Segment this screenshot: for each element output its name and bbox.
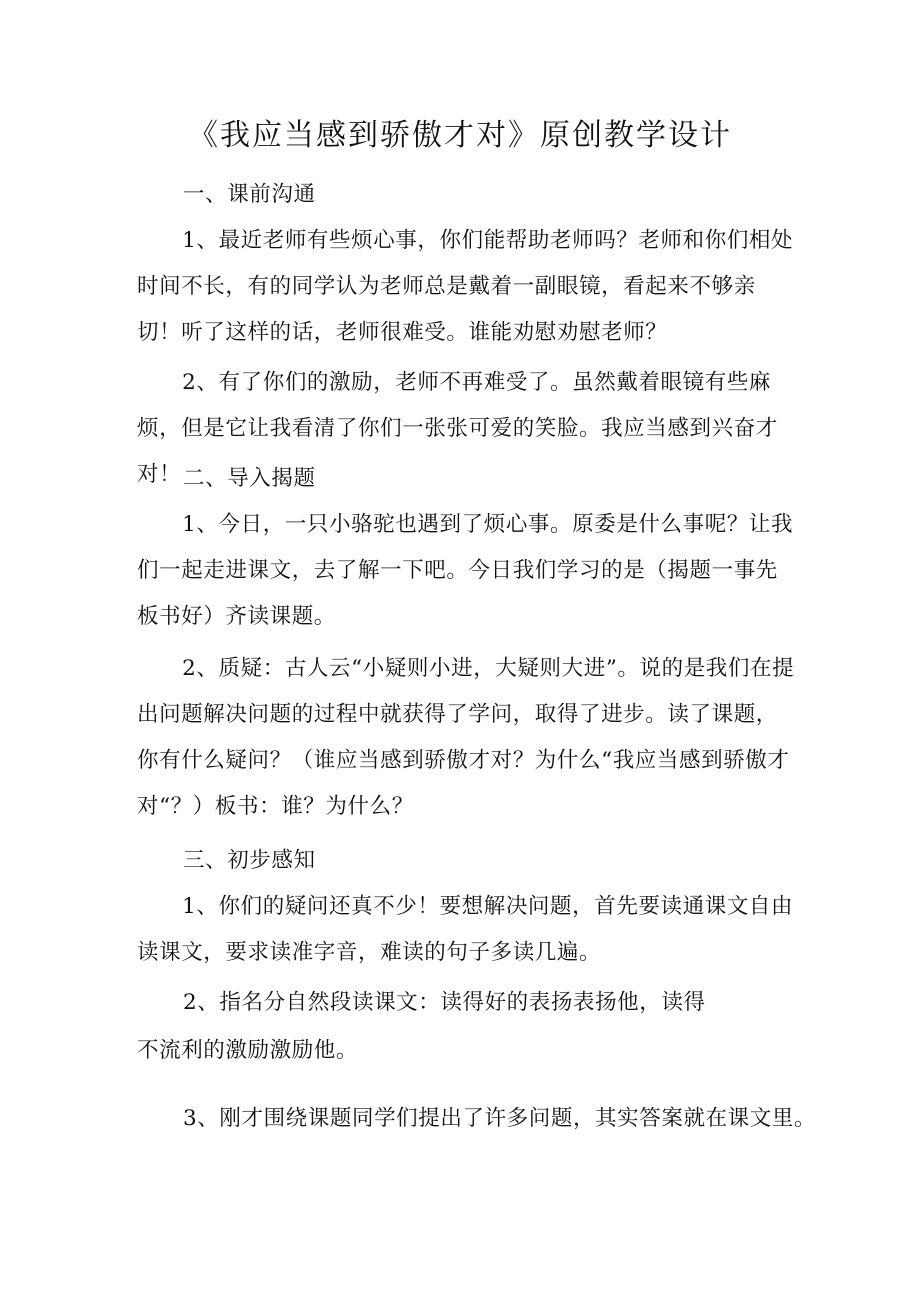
paragraph: 1、你们的疑问还真不少！要想解决问题，首先要读通课文自由读课文，要求读准字音，难读的句子多读几遍。 xyxy=(137,894,794,965)
document-title: 《我应当感到骄傲才对》原创教学设计 xyxy=(188,118,732,153)
section-heading: 三、初步感知 xyxy=(183,848,316,873)
paragraph-line: 不流利的激励激励他。 xyxy=(137,1038,359,1063)
section-heading: 一、课前沟通 xyxy=(183,182,316,207)
paragraph: 1、最近老师有些烦心事，你们能帮助老师吗？老师和你们相处时间不长，有的同学认为老师总是戴着一副眼镜，看起来不够亲切！听了这样的话，老师很难受。谁能劝慰劝慰老师？ xyxy=(137,228,794,345)
paragraph-line: 2、指名分自然段读课文：读得好的表扬表扬他，读得 xyxy=(183,990,706,1015)
paragraph-line: 3、刚才围绕课题同学们提出了许多问题，其实答案就在课文里。 xyxy=(183,1106,817,1131)
paragraph: 2、质疑：古人云“小疑则小进，大疑则大进”。说的是我们在提出问题解决问题的过程中就获得了学问，取得了进步。读了课题，你有什么疑问？（谁应当感到骄傲才对？为什么“我应当感到骄傲才对“？）板书：谁？为什么？ xyxy=(137,656,795,819)
paragraph: 2、有了你们的激励，老师不再难受了。虽然戴着眼镜有些麻烦，但是它让我看清了你们一张张可爱的笑脸。我应当感到兴奋才对！ xyxy=(137,370,778,487)
section-heading: 二、导入揭题 xyxy=(183,466,316,491)
paragraph: 1、今日，一只小骆驼也遇到了烦心事。原委是什么事呢？让我们一起走进课文，去了解一下吧。今日我们学习的是（揭题一事先板书好）齐读课题。 xyxy=(137,512,794,629)
